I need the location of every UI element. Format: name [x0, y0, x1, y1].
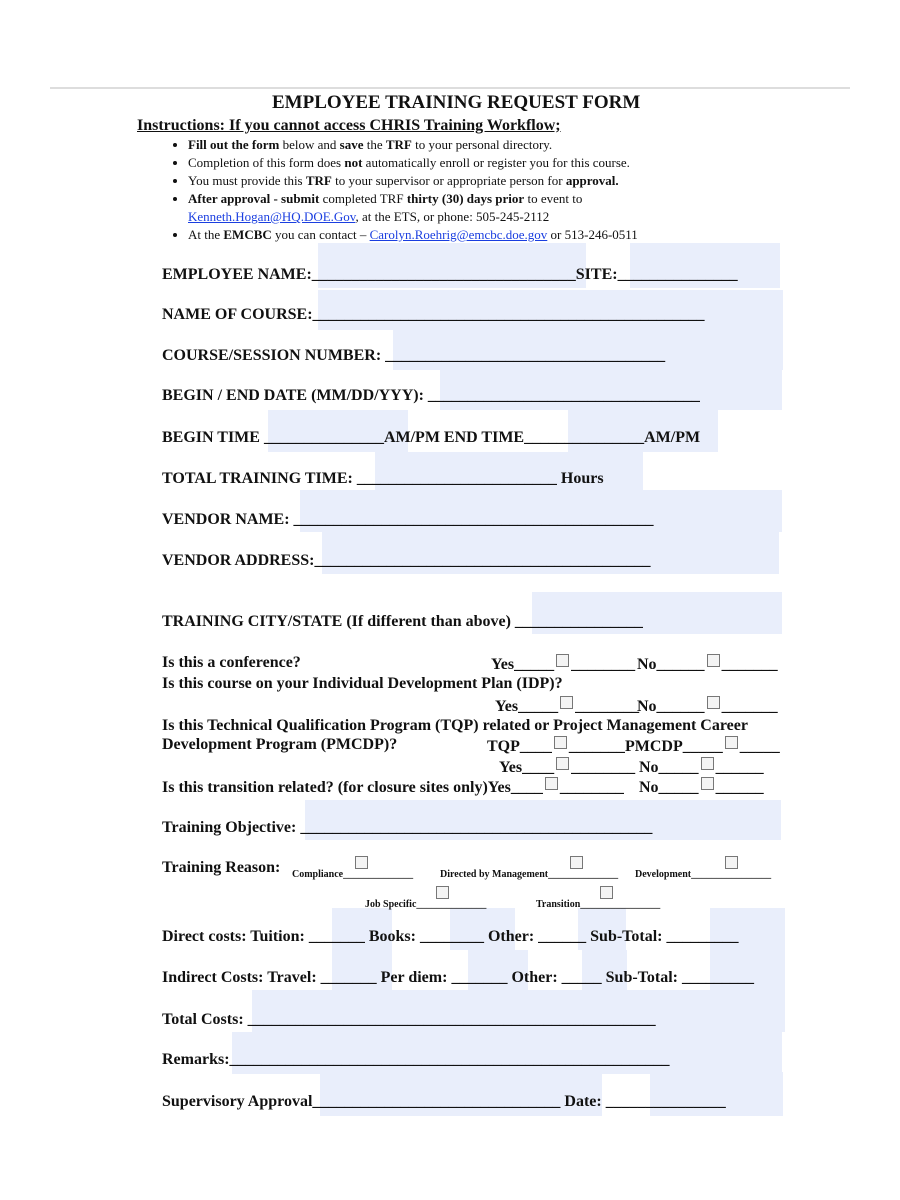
times-row: BEGIN TIME _______________AM/PM END TIME_______________AM/PM [162, 429, 701, 446]
directed-checkbox[interactable] [570, 856, 583, 869]
session-row: COURSE/SESSION NUMBER: ___________________________________ [162, 347, 666, 364]
list-item: • After approval - submit completed TRF thirty (30) days prior to event to Kenneth.Hogan@HQ.DOE.Gov, at the ETS, or phone: 505-245-2112 [188, 190, 638, 226]
remarks-row: Remarks:_______________________________________________________ [162, 1051, 670, 1068]
conference-no: No______ _______ [637, 656, 778, 673]
compliance-option: Compliance______________ [292, 862, 430, 880]
supervisory-row: Supervisory Approval_______________________________ Date: _______________ [162, 1093, 726, 1110]
total-costs-row: Total Costs: ___________________________________________________ [162, 1011, 656, 1028]
idp-question: Is this course on your Individual Development Plan (IDP)? [162, 675, 563, 692]
pmcdp-checkbox[interactable] [725, 736, 738, 749]
tqp-yes-checkbox[interactable] [556, 757, 569, 770]
divider [50, 87, 850, 89]
transition-no: No_____ ______ [639, 779, 764, 796]
job-specific-option: Job Specific______________ [365, 892, 503, 910]
transition-no-checkbox[interactable] [701, 777, 714, 790]
list-item: • Fill out the form below and save the TRF to your personal directory. [188, 136, 638, 154]
development-option: Development________________ [635, 862, 788, 880]
conference-question: Is this a conference? [162, 654, 301, 671]
idp-no: No______ _______ [637, 698, 778, 715]
tqp-checkbox[interactable] [554, 736, 567, 749]
vendor-address-row: VENDOR ADDRESS:__________________________________________ [162, 552, 651, 569]
directed-option: Directed by Management______________ [440, 862, 635, 880]
carolyn-email-link[interactable]: Carolyn.Roehrig@emcbc.doe.gov [369, 227, 548, 242]
conference-yes: Yes_____ ________ [491, 656, 636, 673]
tqp-question: Is this Technical Qualification Program (TQP) related or Project Management Career [162, 717, 748, 734]
direct-costs-row: Direct costs: Tuition: _______ Books: ________ Other: ______ Sub-Total: _________ [162, 928, 739, 945]
conference-no-checkbox[interactable] [707, 654, 720, 667]
course-name-row: NAME OF COURSE:_________________________________________________ [162, 306, 705, 323]
city-state-row: TRAINING CITY/STATE (If different than above) ________________ [162, 613, 643, 630]
list-item: • You must provide this TRF to your supervisor or appropriate person for approval. [188, 172, 638, 190]
dates-row: BEGIN / END DATE (MM/DD/YYY): __________________________________ [162, 387, 700, 404]
idp-no-checkbox[interactable] [707, 696, 720, 709]
idp-yes: Yes_____ ________ [495, 698, 640, 715]
instructions-list [160, 136, 638, 244]
transition-checkbox[interactable] [600, 886, 613, 899]
tqp-no: No_____ ______ [639, 759, 764, 776]
indirect-costs-row: Indirect Costs: Travel: _______ Per diem: _______ Other: _____ Sub-Total: _________ [162, 969, 754, 986]
compliance-checkbox[interactable] [355, 856, 368, 869]
objective-row: Training Objective: ____________________________________________ [162, 819, 653, 836]
vendor-name-row: VENDOR NAME: _____________________________________________ [162, 511, 654, 528]
transition-yes-checkbox[interactable] [545, 777, 558, 790]
job-specific-checkbox[interactable] [436, 886, 449, 899]
tqp-yes: Yes____ ________ [499, 759, 636, 776]
list-item: • Completion of this form does not automatically enroll or register you for this course. [188, 154, 638, 172]
total-time-row: TOTAL TRAINING TIME: _________________________ Hours [162, 470, 604, 487]
pmcdp-question: Development Program (PMCDP)? [162, 736, 398, 753]
list-item: • At the EMCBC you can contact – Carolyn.Roehrig@emcbc.doe.gov or 513-246-0511 [188, 226, 638, 244]
transition-question: Is this transition related? (for closure sites only)Yes____ ________ [162, 779, 624, 796]
tqp-no-checkbox[interactable] [701, 757, 714, 770]
form-title: EMPLOYEE TRAINING REQUEST FORM [272, 92, 641, 113]
development-checkbox[interactable] [725, 856, 738, 869]
kenneth-email-link[interactable]: Kenneth.Hogan@HQ.DOE.Gov [188, 209, 356, 224]
transition-option: Transition________________ [536, 892, 677, 910]
pmcdp-option: PMCDP_____ _____ [625, 738, 780, 755]
idp-yes-checkbox[interactable] [560, 696, 573, 709]
employee-name-row: EMPLOYEE NAME:_________________________________SITE:_______________ [162, 266, 738, 283]
instructions-heading: Instructions: If you cannot access CHRIS Training Workflow; [137, 117, 561, 134]
conference-yes-checkbox[interactable] [556, 654, 569, 667]
tqp-option: TQP____ _______ [487, 738, 625, 755]
training-reason-label: Training Reason: [162, 859, 281, 876]
